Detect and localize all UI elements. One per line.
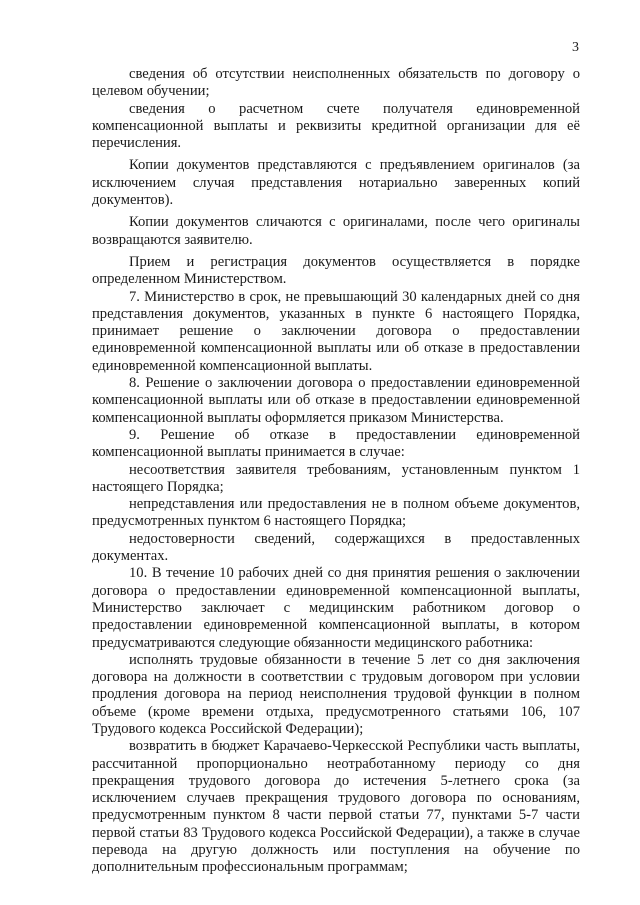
paragraph-no-obligations: сведения об отсутствии неисполненных обязательств по договору о целевом обучении; [92, 66, 580, 100]
paragraph-registration: Прием и регистрация документов осуществляется в порядке определенном Министерством. [92, 253, 580, 288]
paragraph-refusal-incomplete: непредставления или предоставления не в полном объеме документов, предусмотренных пунктом 6 настоящего Порядка; [92, 496, 580, 530]
paragraph-duty-work: исполнять трудовые обязанности в течение 5 лет со дня заключения договора на должности в соответствии с трудовым договором при условии продления договора на период неисполнения трудовой функции в полном объеме (кроме времени отдыха, предусмотренного статьями 106, 107 Трудового кодекса Российской Федерации); [92, 651, 580, 737]
page-number: 3 [572, 40, 579, 55]
paragraph-item-10: 10. В течение 10 рабочих дней со дня принятия решения о заключении договора о предоставлении единовременной компенсационной выплаты, Министерство заключает с медицинским работником договор о предоставлении единовременной компенсационной выплаты, в котором предусматриваются следующие обязанности медицинского работника: [92, 565, 580, 651]
paragraph-refusal-nonconformity: несоответствия заявителя требованиям, установленным пунктом 1 настоящего Порядка; [92, 461, 580, 495]
paragraph-duty-return: возвратить в бюджет Карачаево-Черкесской Республики часть выплаты, рассчитанной пропорционально неотработанному периоду со дня прекращения трудового договора до истечения 5-летнего срока (за исключением случаев прекращения трудового договора по основаниям, предусмотренным пунктом 8 части первой статьи 77, пунктами 5-7 части первой статьи 83 Трудового кодекса Российской Федерации), а также в случае перевода на другую должность или поступления на обучение по дополнительным профессиональным программам; [92, 738, 580, 876]
paragraph-item-7: 7. Министерство в срок, не превышающий 30 календарных дней со дня представления документов, указанных в пункте 6 настоящего Порядка, принимает решение о заключении договора о предоставлении единовременной компенсационной выплаты или об отказе в предоставлении единовременной компенсационной выплаты. [92, 288, 580, 374]
document-body [92, 66, 580, 877]
paragraph-refusal-unreliable: недостоверности сведений, содержащихся в предоставленных документах. [92, 530, 580, 565]
paragraph-copies-presented: Копии документов представляются с предъявлением оригиналов (за исключением случая представления нотариально заверенных копий документов). [92, 157, 580, 209]
paragraph-item-8: 8. Решение о заключении договора о предоставлении единовременной компенсационной выплаты или об отказе в предоставлении единовременной компенсационной выплаты оформляется приказом Министерства. [92, 375, 580, 426]
paragraph-copies-verified: Копии документов сличаются с оригиналами, после чего оригиналы возвращаются заявителю. [92, 214, 580, 248]
paragraph-item-9: 9. Решение об отказе в предоставлении единовременной компенсационной выплаты принимается в случае: [92, 426, 580, 461]
paragraph-bank-account: сведения о расчетном счете получателя единовременной компенсационной выплаты и реквизиты кредитной организации для её перечисления. [92, 100, 580, 152]
